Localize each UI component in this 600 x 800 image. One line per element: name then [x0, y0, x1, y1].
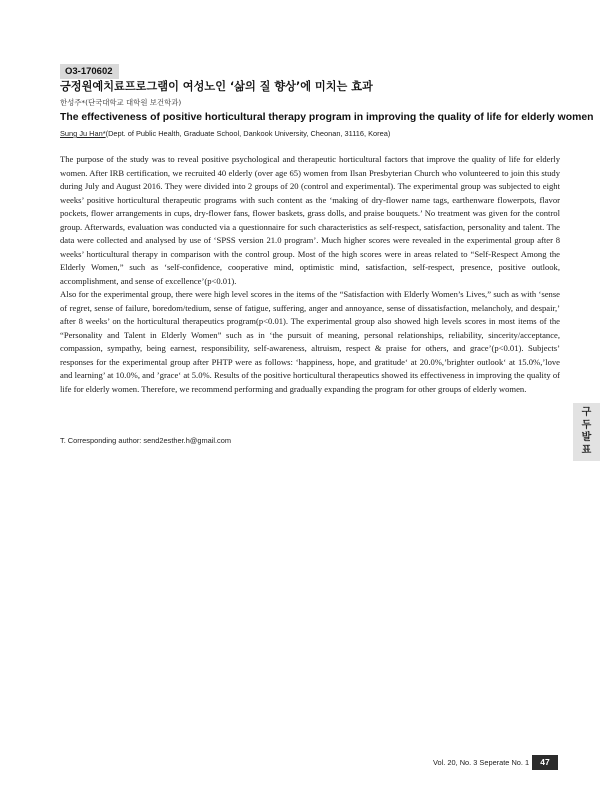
corresponding-author: T. Corresponding author: send2esther.h@gmail.com	[60, 436, 232, 445]
journal-issue-info: Vol. 20, No. 3 Seperate No. 1	[433, 758, 530, 767]
abstract-paragraph-2: Also for the experimental group, there were high level scores in the items of the “Satisfaction with Elderly Women’s Lives,” such as with ‘sense of regret, sense of failure, boredom/tedium, sense of fatigue, suffering, anger and annoyance, sense of dissatisfaction, melancholy, and despair,’ after 8 weeks’ on the horticultural therapeutics program(p<0.01). The experimental group also showed high levels scores in most items of the “Personality and Talent in Elderly Women” such as in ‘the pursuit of meaning, personal relationships, reliability, sincerity/acceptance, compassion, sympathy, being earnest, responsibility, self-awareness, altruism, respect & praise for others, and grace’(p<0.01). Subjects’ responses for the experimental group after PHTP were as follows: ‘happiness, hope, and gratitude‘ at 20.0%,’brighter outlook‘ at 15.0%,’love and learning’ at 10.0%, and ’grace‘ at 5.0%. Results of the positive horticultural therapeutics showed its effectiveness in improving the quality of life for elderly women. Therefore, we recommend performing and gradually expanding the program for other groups of elderly women.	[60, 289, 560, 394]
section-side-tab	[573, 403, 600, 461]
english-title: The effectiveness of positive horticultural therapy program in improving the quality of life for elderly women	[60, 112, 594, 123]
korean-author-line: 한성주*(단국대학교 대학원 보건학과)	[60, 98, 182, 107]
page-number: 47	[532, 755, 558, 770]
author-affiliation: (Dept. of Public Health, Graduate School, Dankook University, Cheonan, 31116, Korea)	[105, 129, 391, 138]
abstract-body	[60, 153, 560, 396]
abstract-paragraph-1: The purpose of the study was to reveal positive psychological and therapeutic horticultural factors that improve the quality of life for elderly women. After IRB certification, we recruited 40 elderly (over age 65) women from Ilsan Presbyterian Church who volunteered to join this study during July and August 2016. They were divided into 2 groups of 20 (control and experimental). The experimental group was subjected to eight weeks’ positive horticultural therapeutic programs with such content as the ‘making of dry-flower name tags, earthenware flowerpots, flavor pockets, flower arrangements in cups, dry-flower fans, flower baskets, grass dolls, and praise bouquets.’ No treatment was given for the control group. Afterwards, evaluation was conducted via a questionnaire for such characteristics as self-respect, satisfaction, personality and talent. The data were collected and analysed by use of ‘SPSS version 21.0 program’. Much higher scores were revealed in the experimental group after 8 weeks’ horticultural therapy in comparison with the control group. Most of the high scores were in areas related to “Self-Respect Among the Elderly Women,” such as ‘self-confidence, cooperative mind, optimistic mind, satisfaction, self-respect, presence, positive outlook, accomplishment, and sense of excellence’(p<0.01).	[60, 154, 560, 286]
korean-title: 긍정원예치료프로그램이 여성노인 ‘삶의 질 향상’에 미치는 효과	[60, 80, 373, 93]
side-tab-char: 두	[581, 419, 592, 431]
english-author-line	[60, 128, 390, 139]
side-tab-char: 표	[581, 444, 592, 456]
abstract-code-badge: O3-170602	[60, 64, 119, 79]
side-tab-char: 구	[581, 407, 592, 418]
side-tab-char: 발	[581, 432, 592, 443]
author-name: Sung Ju Han*	[60, 129, 106, 138]
